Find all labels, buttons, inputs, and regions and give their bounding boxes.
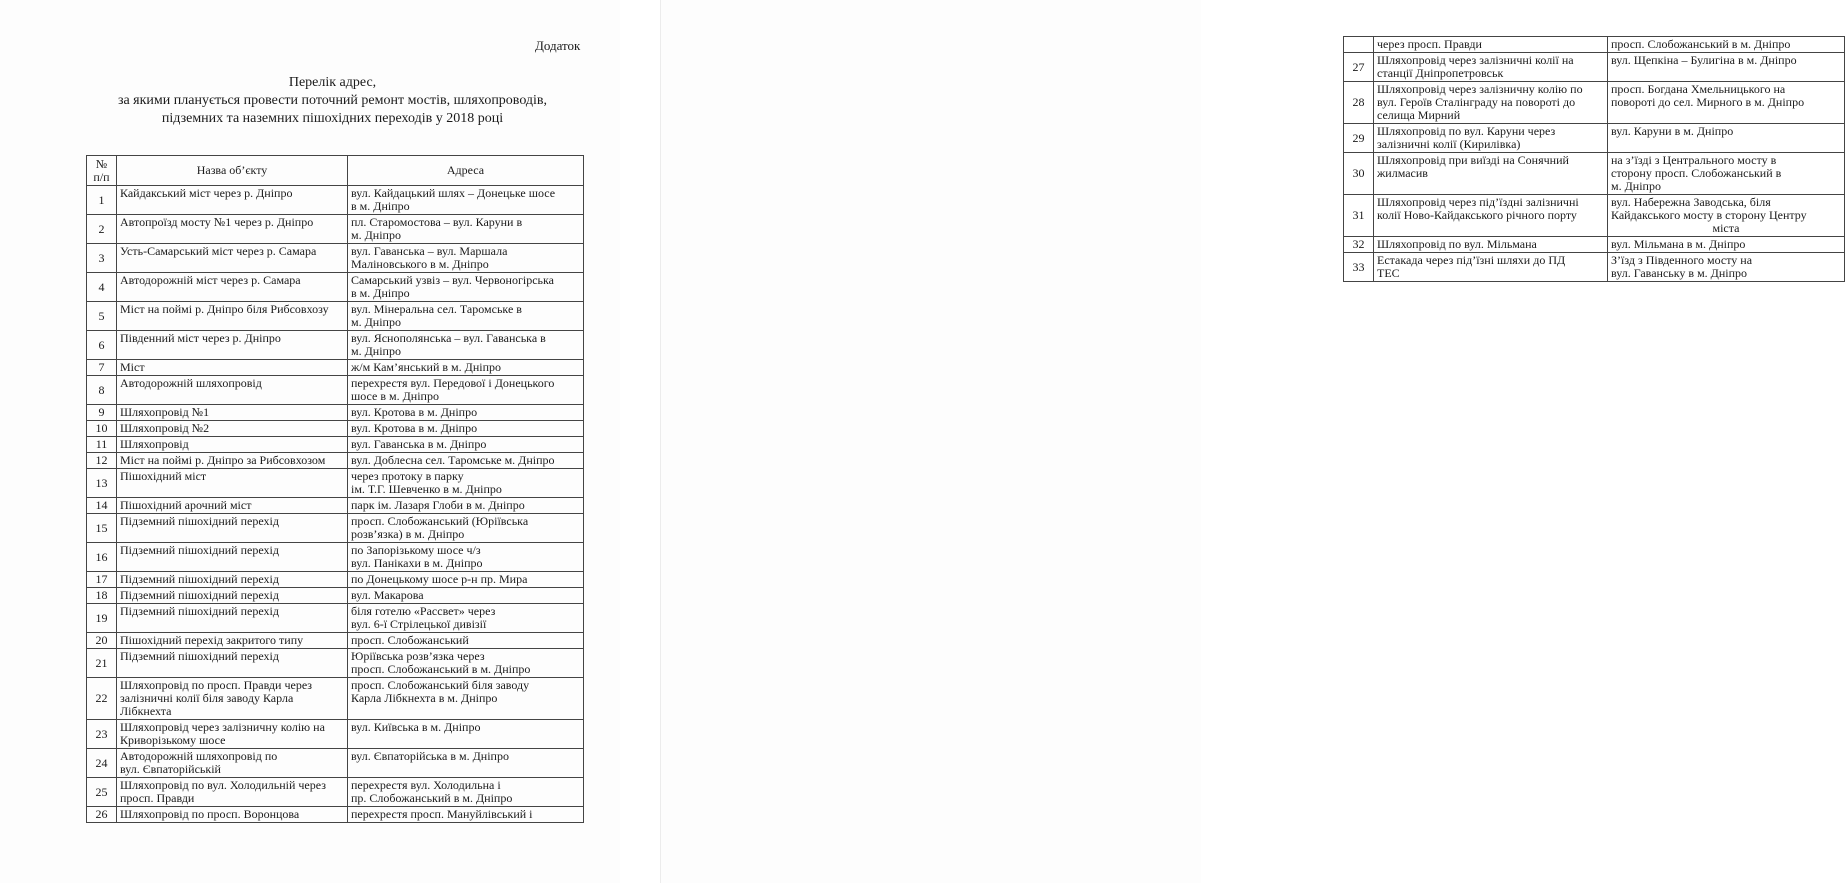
address-cell <box>348 749 584 778</box>
row-number: 19 <box>87 604 117 633</box>
object-name-cell <box>117 453 348 469</box>
address-line: просп. Слобожанський (Юріївська <box>351 514 529 528</box>
table-row <box>87 186 584 215</box>
object-name-cell <box>117 514 348 543</box>
address-line: Кайдакського мосту в сторону Центру <box>1611 208 1807 222</box>
address-line: вул. Мільмана в м. Дніпро <box>1611 237 1746 251</box>
object-name-line: Шляхопровід через залізничну колію по <box>1377 82 1583 96</box>
row-number: 20 <box>87 633 117 649</box>
address-line: розв’язка) в м. Дніпро <box>351 527 465 541</box>
table-row <box>1344 195 1845 237</box>
table-header-row <box>87 156 584 186</box>
object-name-cell <box>117 604 348 633</box>
row-number: 32 <box>1344 237 1374 253</box>
address-line: повороті до сел. Мирного в м. Дніпро <box>1611 95 1805 109</box>
address-cell <box>348 273 584 302</box>
object-name-line: Криворізькому шосе <box>120 733 226 747</box>
table-row <box>1344 124 1845 153</box>
page-gap <box>620 0 660 883</box>
address-line: Юріївська розв’язка через <box>351 649 485 663</box>
address-cell <box>348 421 584 437</box>
address-line: вул. Кротова в м. Дніпро <box>351 405 478 419</box>
object-name-cell <box>117 778 348 807</box>
object-name-line: селища Мирний <box>1377 108 1461 122</box>
address-line: вул. Гаванську в м. Дніпро <box>1611 266 1748 280</box>
row-number: 30 <box>1344 153 1374 195</box>
object-name-line: Шляхопровід через залізничну колію на <box>120 720 325 734</box>
title-line: за якими планується провести поточний ремонт мостів, шляхопроводів, <box>117 93 548 108</box>
table-row <box>87 778 584 807</box>
table-row <box>87 807 584 823</box>
addendum-label: Додаток <box>535 38 581 53</box>
table-row <box>87 633 584 649</box>
object-name-line: Підземний пішохідний перехід <box>120 543 279 557</box>
address-cell <box>348 215 584 244</box>
object-name-cell <box>117 421 348 437</box>
row-number: 28 <box>1344 82 1374 124</box>
object-name-line: Шляхопровід через залізничні колії на <box>1377 53 1574 67</box>
row-number: 8 <box>87 376 117 405</box>
table-row <box>87 273 584 302</box>
row-number: 17 <box>87 572 117 588</box>
object-name-cell <box>117 186 348 215</box>
object-name-cell <box>117 405 348 421</box>
address-line: ім. Т.Г. Шевченко в м. Дніпро <box>351 482 502 496</box>
address-line: вул. Кайдацький шлях – Донецьке шосе <box>351 186 556 200</box>
object-name-line: Естакада через під’їзні шляхи до ПД <box>1377 253 1566 267</box>
object-name-line: Шляхопровід по просп. Правди через <box>120 678 313 692</box>
address-cell <box>348 469 584 498</box>
object-name-line: Шляхопровід <box>120 437 189 451</box>
row-number: 12 <box>87 453 117 469</box>
address-cell <box>348 498 584 514</box>
object-name-cell <box>1374 153 1608 195</box>
address-line: пр. Слобожанський в м. Дніпро <box>351 791 513 805</box>
address-line: м. Дніпро <box>1611 179 1661 193</box>
object-name-line: Шляхопровід по вул. Холодильній через <box>120 778 326 792</box>
object-name-line: ТЕС <box>1377 266 1400 280</box>
address-line: м. Дніпро <box>351 228 401 242</box>
row-number: 13 <box>87 469 117 498</box>
address-cell <box>348 437 584 453</box>
object-name-line: Міст на поймі р. Дніпро за Рибсовхозом <box>120 453 326 467</box>
object-name-line: Шляхопровід по просп. Воронцова <box>120 807 300 821</box>
address-cell <box>348 302 584 331</box>
object-name-cell <box>1374 195 1608 237</box>
address-line: вул. Доблесна сел. Таромське м. Дніпро <box>351 453 555 467</box>
title-line: підземних та наземних пішохідних переходів у 2018 році <box>161 111 504 126</box>
object-name-cell <box>1374 237 1608 253</box>
address-line: біля готелю «Рассвет» через <box>351 604 496 618</box>
address-line: через протоку в парку <box>351 469 464 483</box>
address-line: Самарський узвіз – вул. Червоногірська <box>351 273 554 287</box>
address-line: сторону просп. Слобожанський в <box>1611 166 1782 180</box>
table-row <box>87 405 584 421</box>
objects-table-left <box>86 155 584 823</box>
address-line: ж/м Кам’янський в м. Дніпро <box>351 360 502 374</box>
address-line: Маліновського в м. Дніпро <box>351 257 489 271</box>
object-name-cell <box>117 633 348 649</box>
address-cell <box>348 633 584 649</box>
table-row <box>1344 53 1845 82</box>
address-cell <box>1608 37 1845 53</box>
address-line: Карла Лібкнехта в м. Дніпро <box>351 691 498 705</box>
object-name-line: просп. Правди <box>120 791 195 805</box>
object-name-line: Автодорожній шляхопровід по <box>120 749 278 763</box>
document-title <box>80 74 585 128</box>
address-line: просп. Богдана Хмельницького на <box>1611 82 1786 96</box>
address-line: в м. Дніпро <box>351 286 410 300</box>
table-row <box>87 244 584 273</box>
address-line: вул. Кротова в м. Дніпро <box>351 421 478 435</box>
row-number: 23 <box>87 720 117 749</box>
object-name-line: Усть-Самарський міст через р. Самара <box>120 244 317 258</box>
title-line: Перелік адрес, <box>288 75 377 90</box>
address-line: просп. Слобожанський в м. Дніпро <box>351 662 531 676</box>
object-name-line: колії Ново-Кайдакського річного порту <box>1377 208 1577 222</box>
address-cell <box>1608 153 1845 195</box>
address-cell <box>348 360 584 376</box>
object-name-line: Автопроїзд мосту №1 через р. Дніпро <box>120 215 314 229</box>
document-page-right <box>660 0 1807 883</box>
row-number: 21 <box>87 649 117 678</box>
address-cell <box>1608 253 1845 282</box>
table-row <box>87 604 584 633</box>
object-name-line: Підземний пішохідний перехід <box>120 588 279 602</box>
table-row <box>87 514 584 543</box>
object-name-line: Підземний пішохідний перехід <box>120 649 279 663</box>
header-number-line: № <box>95 156 108 171</box>
address-cell <box>348 453 584 469</box>
objects-table-right <box>1343 36 1845 282</box>
address-line: м. Дніпро <box>351 344 401 358</box>
object-name-line: Шляхопровід по вул. Каруни через <box>1377 124 1556 138</box>
object-name-cell <box>117 244 348 273</box>
table-row <box>87 588 584 604</box>
table-row <box>87 331 584 360</box>
table-row <box>87 360 584 376</box>
object-name-line: залізничні колії біля заводу Карла <box>120 691 294 705</box>
row-number: 2 <box>87 215 117 244</box>
address-line: просп. Слобожанський в м. Дніпро <box>1611 37 1791 51</box>
object-name-line: Автодорожній шляхопровід <box>120 376 262 390</box>
address-line: на з’їзді з Центрального мосту в <box>1611 153 1777 167</box>
table-row <box>1344 37 1845 53</box>
address-line: шосе в м. Дніпро <box>351 389 439 403</box>
address-line: перехрестя просп. Мануйлівський і <box>351 807 533 821</box>
row-number: 3 <box>87 244 117 273</box>
table-row <box>87 498 584 514</box>
object-name-line: станції Дніпропетровськ <box>1377 66 1504 80</box>
object-name-line: Міст <box>120 360 145 374</box>
table-row <box>87 572 584 588</box>
object-name-cell <box>117 215 348 244</box>
address-cell <box>1608 53 1845 82</box>
object-name-cell <box>1374 253 1608 282</box>
row-number: 7 <box>87 360 117 376</box>
address-cell <box>348 649 584 678</box>
address-cell <box>1608 82 1845 124</box>
row-number: 9 <box>87 405 117 421</box>
address-cell <box>1608 237 1845 253</box>
address-line: вул. Гаванська – вул. Маршала <box>351 244 508 258</box>
address-cell <box>348 186 584 215</box>
row-number: 1 <box>87 186 117 215</box>
address-cell <box>1608 124 1845 153</box>
object-name-line: Кайдакський міст через р. Дніпро <box>120 186 293 200</box>
object-name-line: вул. Євпаторійській <box>120 762 221 776</box>
object-name-line: Підземний пішохідний перехід <box>120 572 279 586</box>
table-row <box>87 302 584 331</box>
address-line: просп. Слобожанський <box>351 633 469 647</box>
address-line: по Запорізькому шосе ч/з <box>351 543 481 557</box>
row-number: 24 <box>87 749 117 778</box>
address-line: З’їзд з Південного мосту на <box>1611 253 1753 267</box>
object-name-line: Пішохідний перехід закритого типу <box>120 633 304 647</box>
address-cell <box>348 720 584 749</box>
object-name-cell <box>117 588 348 604</box>
object-name-line: залізничні колії (Кирилівка) <box>1377 137 1521 151</box>
row-number: 5 <box>87 302 117 331</box>
object-name-line: Шляхопровід №1 <box>120 405 210 419</box>
object-name-cell <box>117 678 348 720</box>
object-name-line: Шляхопровід через під’їздні залізничні <box>1377 195 1579 209</box>
address-cell <box>348 604 584 633</box>
header-number-line: п/п <box>93 169 110 184</box>
address-line: вул. Гаванська в м. Дніпро <box>351 437 487 451</box>
object-name-line: Шляхопровід №2 <box>120 421 210 435</box>
address-cell <box>348 678 584 720</box>
address-line: вул. Мінеральна сел. Таромське в <box>351 302 522 316</box>
address-line: вул. Панікахи в м. Дніпро <box>351 556 483 570</box>
table-row <box>87 421 584 437</box>
table-row <box>87 437 584 453</box>
object-name-cell <box>1374 53 1608 82</box>
table-row <box>87 469 584 498</box>
object-name-cell <box>1374 82 1608 124</box>
address-cell <box>348 244 584 273</box>
table-row <box>87 215 584 244</box>
object-name-cell <box>117 807 348 823</box>
row-number: 18 <box>87 588 117 604</box>
address-line: просп. Слобожанський біля заводу <box>351 678 530 692</box>
header-number <box>87 156 117 186</box>
row-number: 15 <box>87 514 117 543</box>
object-name-line: Лібкнехта <box>120 704 172 718</box>
object-name-line: Підземний пішохідний перехід <box>120 514 279 528</box>
object-name-line: Підземний пішохідний перехід <box>120 604 279 618</box>
object-name-line: Пішохідний арочний міст <box>120 498 252 512</box>
address-line: міста <box>1712 221 1740 235</box>
object-name-line: через просп. Правди <box>1377 37 1482 51</box>
table-row <box>1344 253 1845 282</box>
address-line: перехрестя вул. Передової і Донецького <box>351 376 555 390</box>
table-row <box>1344 82 1845 124</box>
address-line: м. Дніпро <box>351 315 401 329</box>
address-cell <box>348 572 584 588</box>
address-line: вул. Київська в м. Дніпро <box>351 720 481 734</box>
table-row <box>87 649 584 678</box>
object-name-line: жилмасив <box>1377 166 1428 180</box>
address-line: в м. Дніпро <box>351 199 410 213</box>
row-number: 10 <box>87 421 117 437</box>
address-line: вул. Макарова <box>351 588 424 602</box>
object-name-cell <box>1374 37 1608 53</box>
row-number: 26 <box>87 807 117 823</box>
table-row <box>87 720 584 749</box>
object-name-cell <box>117 437 348 453</box>
object-name-cell <box>117 302 348 331</box>
row-number: 29 <box>1344 124 1374 153</box>
object-name-cell <box>117 273 348 302</box>
object-name-cell <box>117 649 348 678</box>
address-cell <box>348 543 584 572</box>
address-line: вул. Яснополянська – вул. Гаванська в <box>351 331 546 345</box>
address-cell <box>348 807 584 823</box>
header-object-name: Назва об’єкту <box>117 156 348 186</box>
row-number: 6 <box>87 331 117 360</box>
object-name-cell <box>1374 124 1608 153</box>
object-name-cell <box>117 749 348 778</box>
address-line: вул. Набережна Заводська, біля <box>1611 195 1771 209</box>
row-number: 25 <box>87 778 117 807</box>
row-number: 11 <box>87 437 117 453</box>
table-row <box>87 678 584 720</box>
object-name-cell <box>117 543 348 572</box>
address-line: по Донецькому шосе р-н пр. Мира <box>351 572 528 586</box>
document-page-left <box>0 0 621 883</box>
object-name-line: Автодорожній міст через р. Самара <box>120 273 301 287</box>
address-line: вул. 6-ї Стрілецької дивізії <box>351 617 487 631</box>
address-cell <box>348 514 584 543</box>
address-cell <box>1608 195 1845 237</box>
row-number: 33 <box>1344 253 1374 282</box>
address-line: вул. Євпаторійська в м. Дніпро <box>351 749 509 763</box>
object-name-cell <box>117 376 348 405</box>
address-line: перехрестя вул. Холодильна і <box>351 778 501 792</box>
row-number: 14 <box>87 498 117 514</box>
address-line: вул. Щепкіна – Булигіна в м. Дніпро <box>1611 53 1797 67</box>
row-number <box>1344 37 1374 53</box>
address-cell <box>348 376 584 405</box>
address-cell <box>348 588 584 604</box>
object-name-line: Шляхопровід при виїзді на Сонячний <box>1377 153 1569 167</box>
object-name-cell <box>117 720 348 749</box>
table-row <box>87 543 584 572</box>
row-number: 4 <box>87 273 117 302</box>
object-name-line: вул. Героїв Сталінграду на повороті до <box>1377 95 1576 109</box>
address-cell <box>348 778 584 807</box>
object-name-line: Пішохідний міст <box>120 469 207 483</box>
address-cell <box>348 405 584 421</box>
address-line: пл. Старомостова – вул. Каруни в <box>351 215 523 229</box>
table-row <box>87 749 584 778</box>
object-name-cell <box>117 469 348 498</box>
row-number: 16 <box>87 543 117 572</box>
object-name-cell <box>117 498 348 514</box>
object-name-line: Південний міст через р. Дніпро <box>120 331 281 345</box>
header-address: Адреса <box>348 156 584 186</box>
row-number: 31 <box>1344 195 1374 237</box>
row-number: 22 <box>87 678 117 720</box>
object-name-line: Міст на поймі р. Дніпро біля Рибсовхозу <box>120 302 329 316</box>
object-name-cell <box>117 360 348 376</box>
table-row <box>87 376 584 405</box>
object-name-cell <box>117 572 348 588</box>
address-line: парк ім. Лазаря Глоби в м. Дніпро <box>351 498 525 512</box>
address-cell <box>348 331 584 360</box>
table-row <box>1344 237 1845 253</box>
row-number: 27 <box>1344 53 1374 82</box>
object-name-line: Шляхопровід по вул. Мільмана <box>1377 237 1537 251</box>
object-name-cell <box>117 331 348 360</box>
address-line: вул. Каруни в м. Дніпро <box>1611 124 1734 138</box>
table-row <box>1344 153 1845 195</box>
table-row <box>87 453 584 469</box>
